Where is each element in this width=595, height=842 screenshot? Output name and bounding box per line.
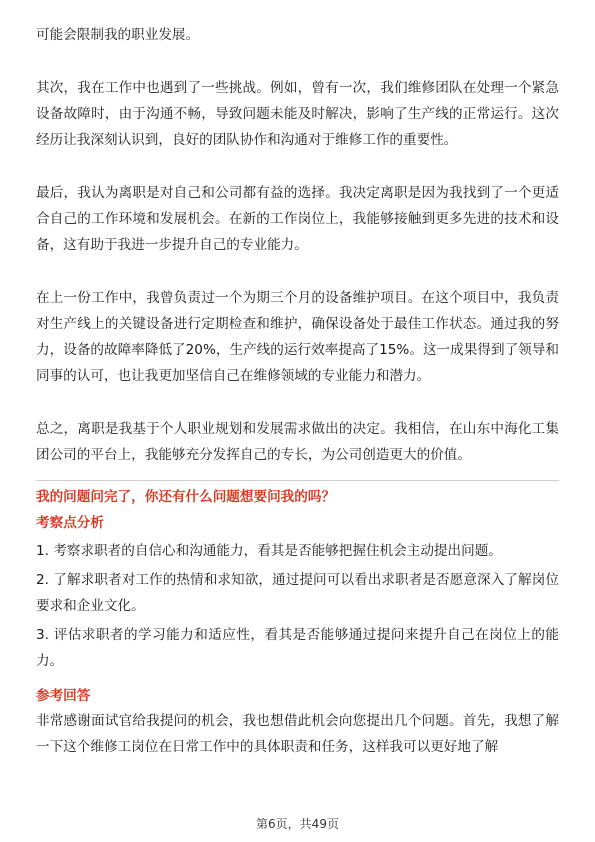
paragraph-5: 总之，离职是我基于个人职业规划和发展需求做出的决定。我相信，在山东中海化工集团公司的平台上，我能够充分发挥自己的专长，为公司创造更大的价值。 — [36, 421, 559, 463]
analysis-item: 1. 考察求职者的自信心和沟通能力，看其是否能够把握住机会主动提出问题。 — [36, 543, 502, 559]
reference-answer: 非常感谢面试官给我提问的机会，我也想借此机会向您提出几个问题。首先，我想了解一下这个维修工岗位在日常工作中的具体职责和任务，这样我可以更好地了解 — [36, 713, 559, 755]
paragraph-4: 在上一份工作中，我曾负责过一个为期三个月的设备维护项目。在这个项目中，我负责对生产线上的关键设备进行定期检查和维护，确保设备处于最佳工作状态。通过我的努力，设备的故障率降低了20%，生产线的运行效率提高了15%。这一成果得到了领导和同事的认可，也让我更加坚信自己在维修领域的专业能力和潜力。 — [36, 290, 559, 384]
analysis-item: 2. 了解求职者对工作的热情和求知欲，通过提问可以看出求职者是否愿意深入了解岗位要求和企业文化。 — [36, 572, 559, 614]
section-divider — [36, 480, 559, 481]
analysis-item: 3. 评估求职者的学习能力和适应性，看其是否能够通过提问来提升自己在岗位上的能力。 — [36, 627, 559, 669]
paragraph-2: 其次，我在工作中也遇到了一些挑战。例如，曾有一次，我们维修团队在处理一个紧急设备故障时，由于沟通不畅，导致问题未能及时解决，影响了生产线的正常运行。这次经历让我深刻认识到，良好的团队协作和沟通对于维修工作的重要性。 — [36, 80, 559, 148]
analysis-title: 考察点分析 — [36, 515, 104, 531]
paragraph-3: 最后，我认为离职是对自己和公司都有益的选择。我决定离职是因为我找到了一个更适合自己的工作环境和发展机会。在新的工作岗位上，我能够接触到更多先进的技术和设备，这有助于我进一步提升自己的专业能力。 — [36, 185, 559, 253]
reference-title: 参考回答 — [36, 688, 91, 704]
paragraph-1: 可能会限制我的职业发展。 — [36, 27, 200, 43]
document-page — [36, 22, 559, 760]
interview-question: 我的问题问完了，你还有什么问题想要问我的吗？ — [36, 489, 336, 505]
page-number: 第6页，共49页 — [256, 817, 339, 831]
